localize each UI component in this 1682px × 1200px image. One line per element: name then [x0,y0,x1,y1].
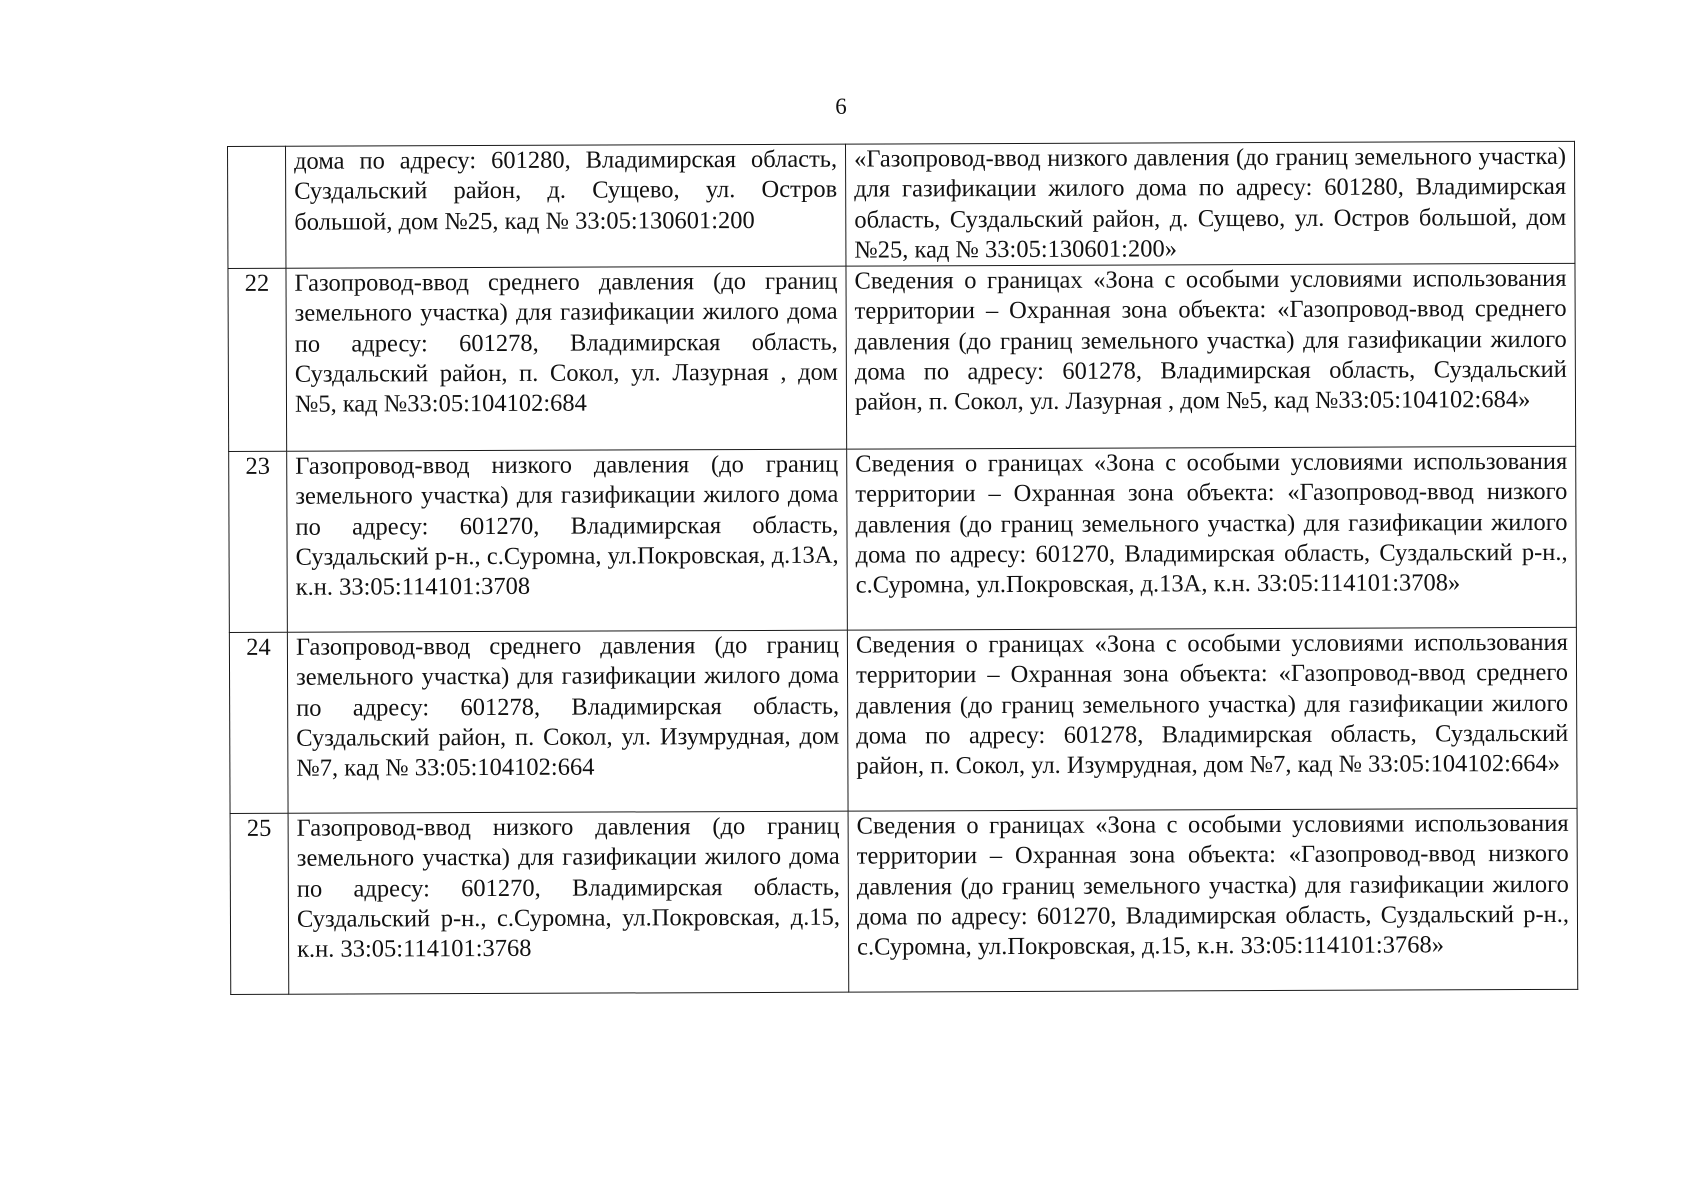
table-row [230,809,1578,995]
zones-table [227,141,1578,995]
object-description-cell [287,630,848,813]
zone-info: «Газопровод-ввод низкого давления (до границ земельного участка) для газификации жилого дома по адресу: 601280, Владимирская область, Суздальский район, д. Сущево, ул. Остров большой, дом №25, кад № 33:05:130601:200» [854,142,1567,264]
zone-info: Сведения о границах «Зона с особыми условиями использования территории – Охранная зона объекта: «Газопровод-ввод низкого давления (до границ земельного участка) для газификации жилого дома по адресу: 601270, Владимирская область, Суздальский р-н., с.Суромна, ул.Покровская, д.13А, к.н. 33:05:114101:3708» [855,448,1568,599]
object-description: Газопровод-ввод низкого давления (до границ земельного участка) для газификации жилого дома по адресу: 601270, Владимирская область, Суздальский р-н., с.Суромна, ул.Покровская, д.15, к.н. 33:05:114101:3768 [296,812,841,964]
row-number-cell: 25 [230,813,289,994]
object-description: Газопровод-ввод среднего давления (до границ земельного участка) для газификации жилого дома по адресу: 601278, Владимирская область, Суздальский район, п. Сокол, ул. Лазурная , дом №5, кад №33:05:104102:684 [294,267,838,419]
zone-info-cell [848,809,1578,993]
zone-info-cell [847,447,1577,631]
zone-info-cell [845,141,1574,266]
row-number-cell: 24 [229,632,288,813]
row-number-cell [228,146,286,268]
page-number: 6 [835,94,847,119]
row-number-cell: 23 [229,451,288,632]
zone-info-cell [847,628,1577,812]
zone-info-cell [846,264,1576,450]
zone-info: Сведения о границах «Зона с особыми условиями использования территории – Охранная зона объекта: «Газопровод-ввод среднего давления (до границ земельного участка) для газификации жилого дома по адресу: 601278, Владимирская область, Суздальский район, п. Сокол, ул. Лазурная , дом №5, кад №33:05:104102:684» [854,265,1567,416]
zone-info: Сведения о границах «Зона с особыми условиями использования территории – Охранная зона объекта: «Газопровод-ввод низкого давления (до границ земельного участка) для газификации жилого дома по адресу: 601270, Владимирская область, Суздальский р-н., с.Суромна, ул.Покровская, д.15, к.н. 33:05:114101:3768» [856,810,1570,961]
table-row [229,628,1577,814]
object-description-cell [286,266,847,451]
zone-info: Сведения о границах «Зона с особыми условиями использования территории – Охранная зона объекта: «Газопровод-ввод среднего давления (до границ земельного участка) для газификации жилого дома по адресу: 601278, Владимирская область, Суздальский район, п. Сокол, ул. Изумрудная, дом №7, кад № 33:05:104102:664» [855,629,1569,780]
table-row [228,264,1576,452]
object-description-cell [286,144,846,268]
table-row [229,447,1577,633]
object-description-cell [288,811,849,994]
object-description: дома по адресу: 601280, Владимирская область, Суздальский район, д. Сущево, ул. Остров большой, дом №25, кад № 33:05:130601:200 [294,145,838,236]
object-description: Газопровод-ввод низкого давления (до границ земельного участка) для газификации жилого дома по адресу: 601270, Владимирская область, Суздальский р-н., с.Суромна, ул.Покровская, д.13А, к.н. 33:05:114101:3708 [295,450,839,602]
row-number-cell: 22 [228,268,287,451]
table-row [228,141,1575,268]
object-description: Газопровод-ввод среднего давления (до границ земельного участка) для газификации жилого дома по адресу: 601278, Владимирская область, Суздальский район, п. Сокол, ул. Изумрудная, дом №7, кад № 33:05:104102:664 [295,631,840,783]
object-description-cell [287,449,848,632]
